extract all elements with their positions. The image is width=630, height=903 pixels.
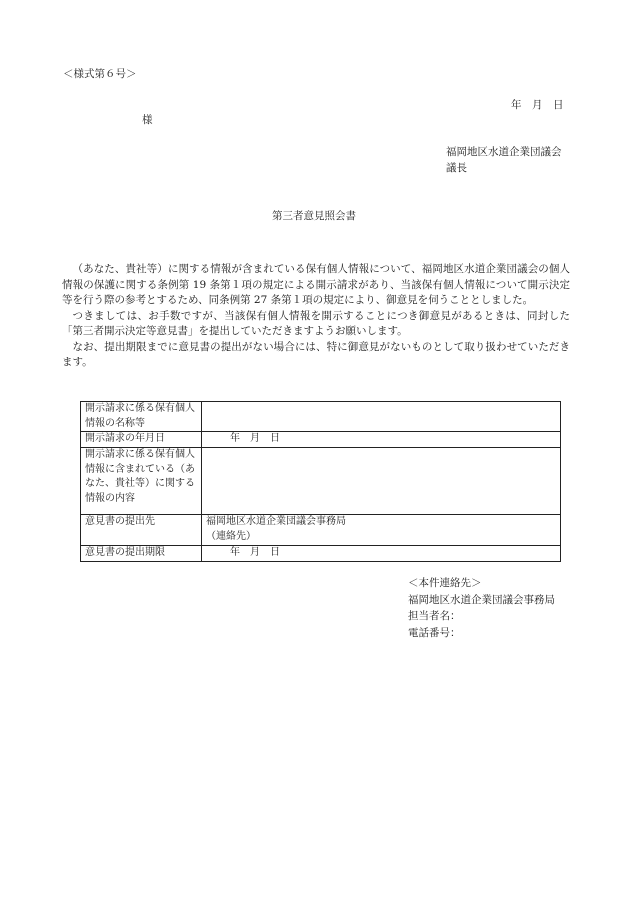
table-label-cell: 開示請求の年月日 [81,432,202,448]
table-value-cell [202,402,561,432]
contact-phone: 電話番号： [408,626,461,639]
body-paragraph-2: つきましては、お手数ですが、当該保有個人情報を開示することにつき御意見があるときは、同封した「第三者開示決定等意見書」を提出していただきますようお願いします。 [62,309,570,337]
contact-heading: ＜本件連絡先＞ [408,577,482,589]
document-title: 第三者意見照会書 [272,210,356,222]
table-row [81,432,561,448]
table-value-cell: 年 月 日 [202,432,561,448]
contact-block [408,575,555,641]
sender-title: 議長 [446,162,467,174]
sender-organization: 福岡地区水道企業団議会 [446,146,562,158]
table-value-cell [202,515,561,546]
table-label-cell: 意見書の提出先 [81,515,202,546]
addressee-suffix: 様 [142,114,153,126]
table-label-cell: 開示請求に係る保有個人情報の名称等 [81,402,202,432]
table-row [81,546,561,562]
contact-organization: 福岡地区水道企業団議会事務局 [408,593,555,606]
body-text [62,262,570,371]
table-row [81,515,561,546]
table-value-cell: 年 月 日 [202,546,561,562]
table-row [81,402,561,432]
submission-contact: （連絡先） [206,530,256,542]
table-label-cell: 開示請求に係る保有個人情報に含まれている（あなた、貴社等）に関する情報の内容 [81,448,202,515]
form-number: ＜様式第６号＞ [63,68,137,80]
date-field: 年 月 日 [511,99,564,111]
body-paragraph-3: なお、提出期限までに意見書の提出がない場合には、特に御意見がないものとして取り扱わせていただきます。 [62,340,570,368]
contact-person: 担当者名： [408,610,461,622]
table-value-cell [202,448,561,515]
submission-organization: 福岡地区水道企業団議会事務局 [206,516,346,527]
table-label-cell: 意見書の提出期限 [81,546,202,562]
body-paragraph-1: （あなた、貴社等）に関する情報が含まれている保有個人情報について、福岡地区水道企業団議会の個人情報の保護に関する条例第 19 条第１項の規定による開示請求があり、当該保有個人情報について開示決定等を行う際の参考とするため、同条例第 27 条第１項の規定により、御意見を伺うこととしました。 [62,263,570,306]
table-row [81,448,561,515]
information-table [80,401,561,562]
